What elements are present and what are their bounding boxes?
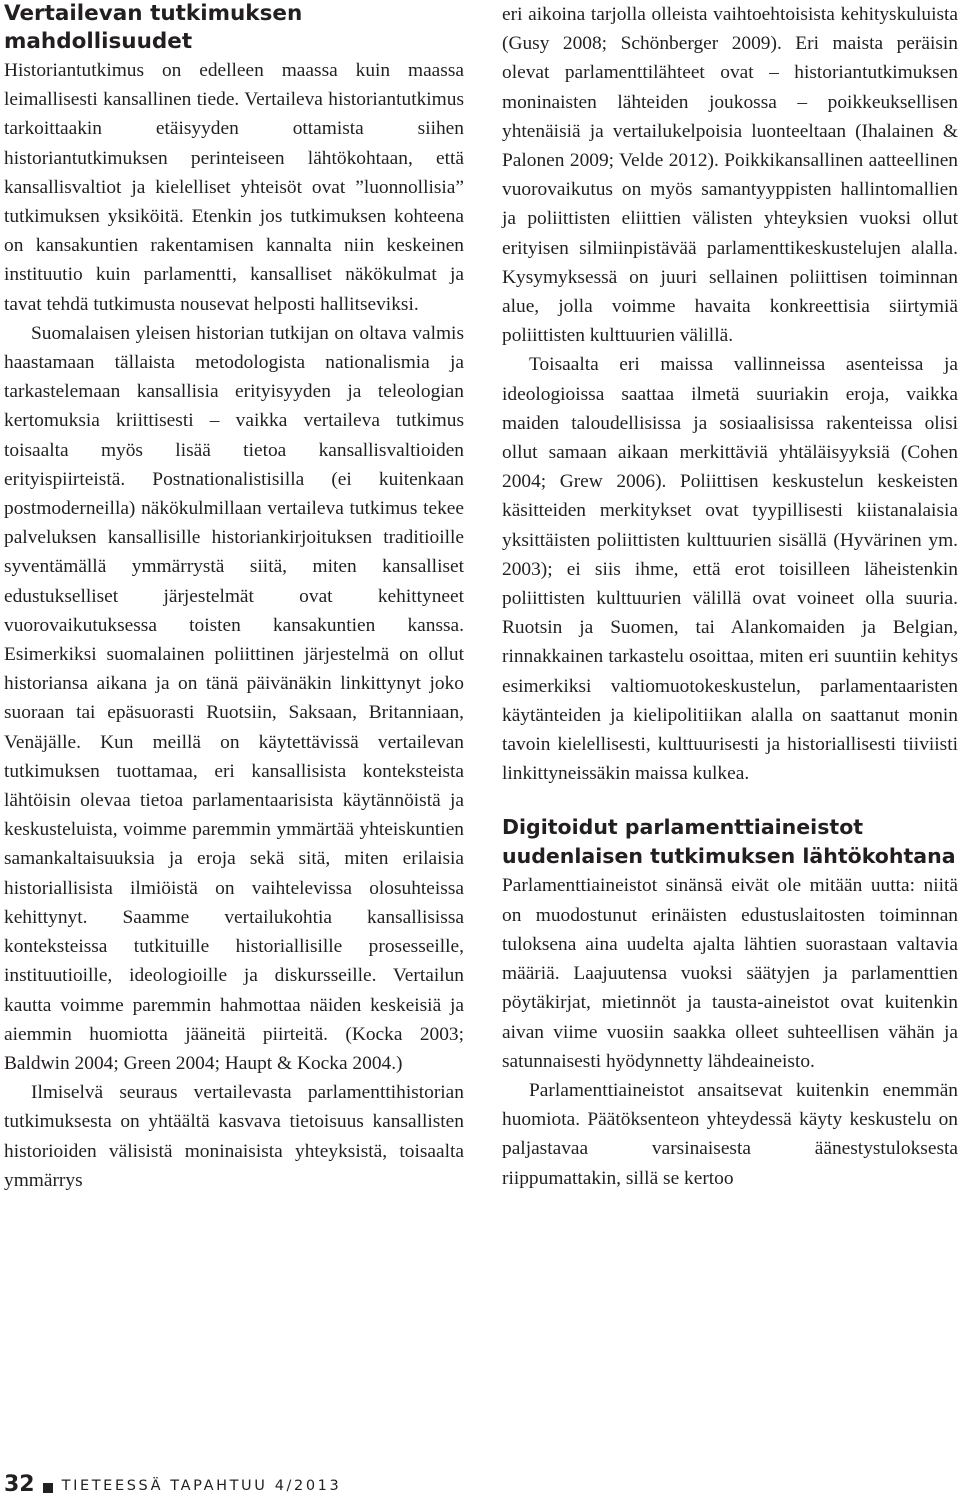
paragraph: Parlamenttiaineistot ansaitsevat kuitenkin enemmän huomiota. Päätöksenteon yhteydessä käyty keskustelu on paljastavaa varsinaisesta äänestystuloksesta riippumattakin, sillä se kertoo xyxy=(502,1079,958,1189)
paragraph: Parlamenttiaineistot sinänsä eivät ole mitään uutta: niitä on muodostunut erinäisten edustuslaitosten toiminnan tuloksena aina uudelta ajalta lähtien suorastaan valtavia määriä. Laajuutensa vuoksi säätyjen ja parlamenttien pöytäkirjat, mietinnöt ja tausta-aineistot ovat kuitenkin aivan viime vuosiin saakka olleet suhteellisen vähän ja satunnaisesti hyödynnetty lähdeaineisto. xyxy=(502,875,958,1072)
page-number: 32 xyxy=(4,1472,35,1497)
page-footer xyxy=(4,1472,341,1497)
publication-title: TIETEESSÄ TAPAHTUU 4/2013 xyxy=(61,1478,342,1494)
paragraph: Historiantutkimus on edelleen maassa kuin maassa leimallisesti kansallinen tiede. Vertaileva historiantutkimus tarkoittaakin etäisyyden ottamista siihen historiantutkimuksen perinteiseen lähtökohtaan, että kansallisvaltiot ja kielelliset yhteisöt ovat ”luonnollisia” tutkimuksen yksiköitä. Etenkin jos tutkimuksen kohteena on kansakuntien rakentamisen kannalta niin keskeinen instituutio kuin parlamentti, kansalliset näkökulmat ja tavat tehdä tutkimusta nousevat helposti hallitseviksi. xyxy=(4,60,464,315)
paragraph: eri aikoina tarjolla olleista vaihtoehtoisista kehityskuluista (Gusy 2008; Schönberger 2009). Eri maista peräisin olevat parlamenttilähteet ovat – historiantutkimuksen moninaisten lähteiden joukossa – poikkeuksellisen yhtenäisiä ja vertailukelpoisia luonteeltaan (Ihalainen & Palonen 2009; Velde 2012). Poikkikansallinen aatteellinen vuorovaikutus on myös samantyyppisten hallintomallien ja poliittisten eliittien välisten yhteyksien vuoksi ollut erityisen silmiinpistävää parlamenttikeskustelujen alalla. Kysymyksessä on juuri sellainen poliittisen toiminnan alue, jolla voimme havaita konkreettisia siirtymiä poliittisten kulttuurien välillä. xyxy=(502,4,958,347)
right-column xyxy=(502,0,958,1193)
left-column xyxy=(4,0,464,1195)
section-heading-digitized-materials: Digitoidut parlamenttiaineistot uudenlaisen tutkimuksen lähtökohtana xyxy=(502,815,956,869)
paragraph: Ilmiselvä seuraus vertailevasta parlamenttihistorian tutkimuksesta on yhtäältä kasvava tietoisuus kansallisten historioiden välisistä moninaisista yhteyksistä, toisaalta ymmärrys xyxy=(4,1082,464,1191)
square-bullet-icon xyxy=(43,1483,53,1493)
paragraph: Toisaalta eri maissa vallinneissa asenteissa ja ideologioissa saattaa ilmetä suuriakin eroja, vaikka maiden taloudellisissa ja sosiaalisissa rakenteissa olisi ollut samaan aikaan merkittäviä yhtäläisyyksiä (Cohen 2004; Grew 2006). Poliittisen keskustelun keskeisten käsitteiden merkitykset ovat tyypillisesti kiistanalaisia yksittäisten poliittisten kulttuurien sisällä (Hyvärinen ym. 2003); ei siis ihme, että erot toisilleen läheistenkin poliittisten kulttuurien välillä ovat voineet olla suuria. Ruotsin ja Suomen, tai Alankomaiden ja Belgian, rinnakkainen tarkastelu osoittaa, miten eri suuntiin kehitys esimerkiksi valtiomuotokeskustelun, parlamentaaristen käytänteiden ja kielipolitiikan alalla on saattanut monin tavoin kielellisesti, kulttuurisesti ja historiallisesti tiiviisti linkittyneissäkin maissa kulkea. xyxy=(502,354,958,785)
paragraph: Suomalaisen yleisen historian tutkijan on oltava valmis haastamaan tällaista metodologista nationalismia ja tarkastelemaan kansallisia erityisyyden ja teleologian kertomuksia kriittisesti – vaikka vertaileva tutkimus toisaalta myös lisää tietoa kansallisvaltioiden erityispiirteistä. Postnationalistisilla (ei kuitenkaan postmoderneilla) näkökulmillaan vertaileva tutkimus tekee palveluksen kansallisille historiankirjoituksen traditioille syventämällä ymmärrystä siitä, miten kansalliset edustukselliset järjestelmät ovat kehittyneet vuorovaikutuksessa toisten kansakuntien kanssa. Esimerkiksi suomalainen poliittinen järjestelmä on ollut historiansa aikana ja on tänä päivänäkin linkittynyt joko suoraan tai epäsuorasti Ruotsiin, Saksaan, Britanniaan, Venäjälle. Kun meillä on käytettävissä vertailevan tutkimuksen tuottamaa, eri kansallisista konteksteista lähtöisin olevaa tietoa parlamentaarisista käytännöistä ja keskusteluista, voimme paremmin ymmärtää yhteiskuntien samankaltaisuuksia ja eroja sekä sitä, miten erilaisia historiallisista ilmiöistä on vaihtelevissa olosuhteissa kehittynyt. Saamme vertailukohtia kansallisissa konteksteissa tutkituille historiallisille prosesseille, instituutioille, ideologioille ja diskursseille. Vertailun kautta voimme paremmin hahmottaa näiden keskeisiä ja aiemmin huomiotta jääneitä piirteitä. (Kocka 2003; Baldwin 2004; Green 2004; Haupt & Kocka 2004.) xyxy=(4,322,464,1074)
section-heading-comparative-research: Vertailevan tutkimuksen mahdollisuudet xyxy=(4,1,303,54)
